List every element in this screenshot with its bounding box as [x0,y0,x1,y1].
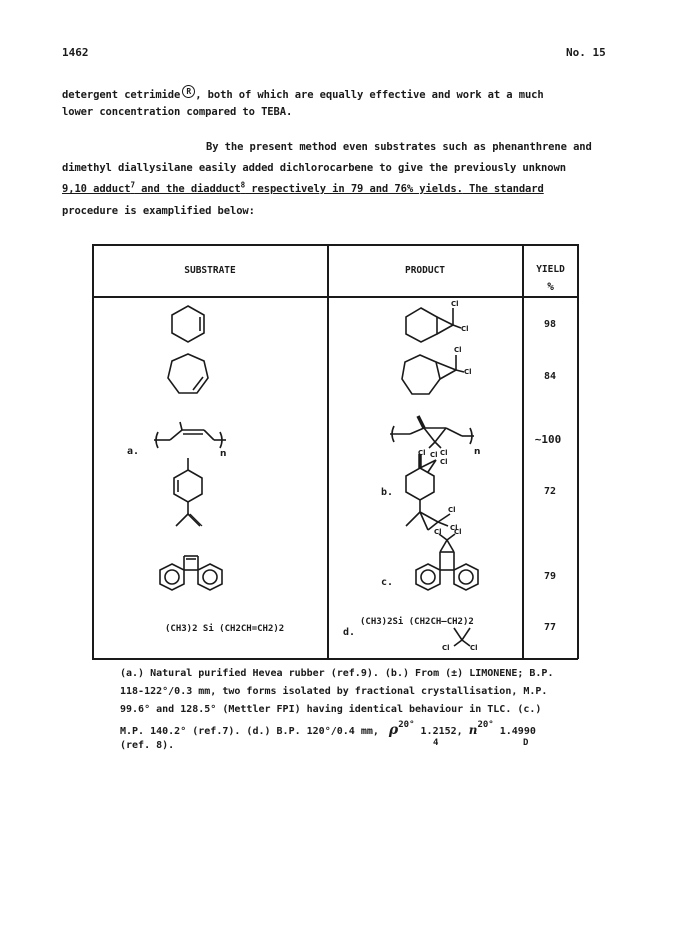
yield-row-2: 84 [543,371,557,382]
polyisoprene-structure [152,418,232,458]
issue-number: No. 15 [566,46,606,59]
cl-label: Cl [470,644,478,652]
text-span: and the diadduct [134,183,241,195]
cyclohexene-structure [168,304,208,344]
paragraph-2-line-3 [62,180,544,195]
text-span: respectively in 79 and 76% yields. [245,183,463,195]
note-line-4 [120,722,536,738]
substrate-formula-d: (CH3)2 Si (CH2CH=CH2)2 [165,624,285,634]
cl-label: Cl [418,449,426,457]
text-span: M.P. 140.2° (ref.7). (d.) B.P. 120°/0.4 mm, [120,726,379,737]
cl-label: Cl [454,528,462,536]
label-b: b. [381,487,394,498]
label-d: d. [343,627,356,638]
limonene-structure [166,456,210,536]
cl-label: Cl [464,368,472,376]
paragraph-2-line-1: By the present method even substrates such as phenanthrene and [206,141,592,153]
table-rule-yield [522,244,524,659]
cl-label: Cl [440,458,448,466]
paragraph-1-line-2: lower concentration compared to TEBA. [62,106,293,118]
text-span: detergent cetrimide [62,89,181,101]
eta-superscript: 20° [477,720,494,730]
eta-subscript: D [523,738,529,748]
svg-text:n: n [220,449,227,459]
phenanthrene-structure [158,548,224,592]
note-line-5: (ref. 8). [120,740,175,751]
rho-superscript: 20° [398,720,415,730]
dichlorobicyclooctane-structure [400,343,480,399]
yield-row-6: 77 [543,622,557,633]
paragraph-2-line-2: dimethyl diallysilane easily added dichlorocarbene to give the previously unknown [62,162,566,174]
cl-label: Cl [434,528,442,536]
label-a: a. [127,446,140,457]
text-span [62,180,544,195]
text-span: , both of which are equally effective and work at a much [195,89,544,101]
table-rule-mid [327,244,329,659]
text-span: 9,10 adduct [62,183,131,195]
rho-symbol: ρ [388,722,399,738]
svg-text:n: n [474,447,481,457]
cl-label: Cl [454,346,462,354]
paragraph-1-line-1 [62,85,544,101]
cycloheptene-structure [165,352,211,398]
cl-label: Cl [451,300,459,308]
note-line-3: 99.6° and 128.5° (Mettler FPI) having identical behaviour in TLC. (c.) [120,704,542,715]
yield-row-1: 98 [543,319,557,330]
cl-label: Cl [450,524,458,532]
registered-mark: R [182,85,195,98]
table-rule-right [577,244,579,659]
rho-subscript: 4 [433,738,439,748]
header-product: PRODUCT [404,265,446,276]
text-span: The standard [462,183,544,195]
table-rule-left [92,244,94,659]
eta-symbol: n [468,723,478,737]
table-rule-top [92,244,578,246]
header-yield-unit: % [547,280,554,293]
refractive-index-value: 1.4990 [499,726,536,737]
note-line-2: 118-122°/0.3 mm, two forms isolated by fractional crystallisation, M.P. [120,686,548,697]
reference-8: 8 [240,180,246,190]
cl-label: Cl [461,325,469,333]
yield-row-5: 79 [543,571,557,582]
table-rule-bottom [92,658,578,660]
page-number: 1462 [62,46,89,59]
dichlorocyclopropane-fragment [440,626,490,652]
header-yield: YIELD [536,264,565,275]
dichlorocyclopropaphenanthrene-structure [414,528,480,594]
dichloronorcarane-structure [403,298,473,344]
cl-label: Cl [442,644,450,652]
note-line-1: (a.) Natural purified Hevea rubber (ref.9). (b.) From (±) LIMONENE; B.P. [120,668,554,679]
cl-label: Cl [430,451,438,459]
header-substrate: SUBSTRATE [184,265,236,276]
yield-row-4: 72 [543,486,557,497]
label-c: c. [381,577,394,588]
product-formula-d: (CH3)2Si (CH2CH—CH2)2 [360,617,474,627]
paragraph-2-line-4: procedure is examplified below: [62,205,255,217]
density-value: 1.2152, [420,726,463,737]
table-rule-header [92,296,578,298]
yield-row-3: ~100 [534,433,562,446]
reference-7: 7 [130,180,135,190]
cl-label: Cl [440,449,448,457]
cl-label: Cl [448,506,456,514]
